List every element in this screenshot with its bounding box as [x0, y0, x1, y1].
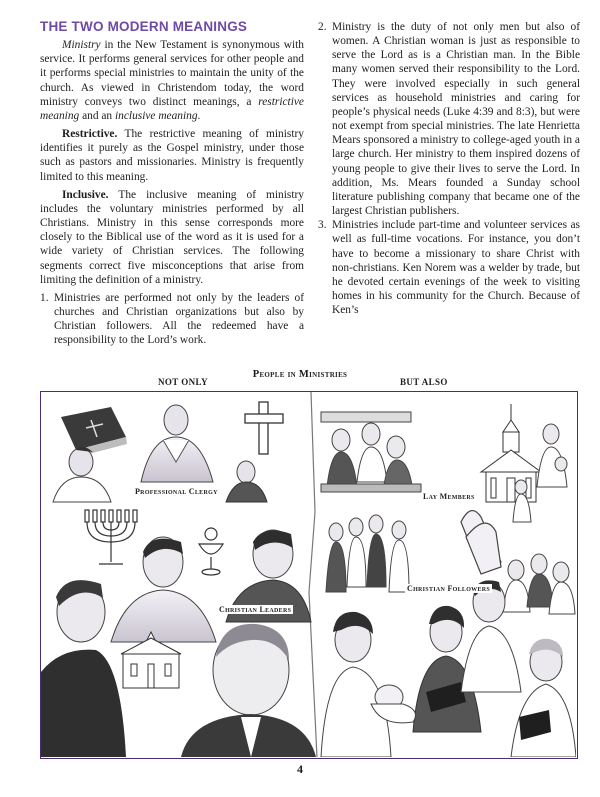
caption-professional-clergy: Professional Clergy: [135, 487, 218, 496]
praying-hands-icon: [461, 511, 501, 574]
chalice-icon: [199, 528, 223, 575]
man-profile-figure: [41, 580, 126, 757]
cross-icon: [245, 402, 283, 454]
restrictive-term: Restrictive.: [62, 128, 118, 141]
caption-lay-members: Lay Members: [423, 492, 475, 501]
not-only-label: NOT ONLY: [158, 377, 208, 387]
ministries-illustration: [40, 391, 578, 759]
caption-christian-leaders: Christian Leaders: [219, 605, 292, 614]
menorah-icon: [85, 510, 137, 564]
illustration-drawing: [41, 392, 576, 757]
inclusive-paragraph: Inclusive. The inclusive meaning of ministry includes the voluntary ministries performed by all Christians. Ministry in this sense corresponds more closely to the Biblical use of the word as it is used for a wide variety of Christian services. The following segments correct five misconceptions that arise from limiting the definition of a ministry.: [40, 188, 304, 286]
list-item-3: 3. Ministries include part-time and volunteer services as well as full-time vocations. For instance, you don’t have to become a missionary to share Christ with non-christians. Ken Norem was a welder by trade, but he devoted certain evenings of the week to visiting homes in his community for the Church. Because of Ken’s: [318, 219, 580, 317]
woman-figure: [321, 612, 391, 757]
figure-title: People in Ministries: [252, 369, 348, 380]
elderly-woman-figure: [511, 639, 576, 757]
monk-figure: [226, 461, 267, 502]
list-item-1: 1. Ministries are performed not only by the leaders of churches and Christian organizations but also by Christian followers. All the redeemed have a responsibility to the Lord’s work.: [40, 291, 304, 347]
line-of-people: [326, 515, 409, 592]
right-column: [318, 20, 580, 317]
bible-icon: [61, 407, 127, 457]
young-man-figure: [53, 446, 111, 502]
choir-group: [503, 554, 575, 614]
church-building-right: [481, 404, 541, 502]
older-man-figure: [181, 624, 316, 757]
left-column: [40, 20, 304, 347]
restrictive-paragraph: Restrictive. The restrictive meaning of ministry identifies it purely as the Gospel ministry, under those such as pastors and missionaries. Ministry is frequently limited to this meaning.: [40, 128, 304, 183]
but-also-label: BUT ALSO: [400, 377, 448, 387]
clergy-figure: [141, 405, 213, 482]
congregation-group: [321, 412, 421, 492]
section-heading: THE TWO MODERN MEANINGS: [40, 19, 248, 34]
list-item-2: 2. Ministry is the duty of not only men but also of women. A Christian woman is just as responsible to serve the Lord as is a Christian man. In the Bible many women served their responsibility to the Lord. They were involved especially in such general services as household ministries and caring for people’s physical needs (Luke 4:39 and 8:3), but were not exempt from special ministries. The late Henrietta Mears sponsored a ministry to college-aged youth in a large church. Her ministry to them inspired dozens of young people to give their lives to serve the Lord. In addition, Ms. Mears founded a Sunday school literature publishing company that became one of the largest Christian publishers.: [318, 21, 580, 218]
intro-paragraph: Ministry in the New Testament is synonymous with service. It performs general services for other people and it performs special ministries to maintain the unity of the church. As viewed in Christendom today, the word ministry conveys two distinct meanings, a restrictive meaning and an inclusive meaning.: [40, 39, 304, 122]
leader-figure-glasses: [111, 537, 216, 642]
page-number: 4: [297, 762, 303, 776]
inclusive-term: Inclusive.: [62, 188, 109, 201]
caption-christian-followers: Christian Followers: [407, 584, 491, 593]
